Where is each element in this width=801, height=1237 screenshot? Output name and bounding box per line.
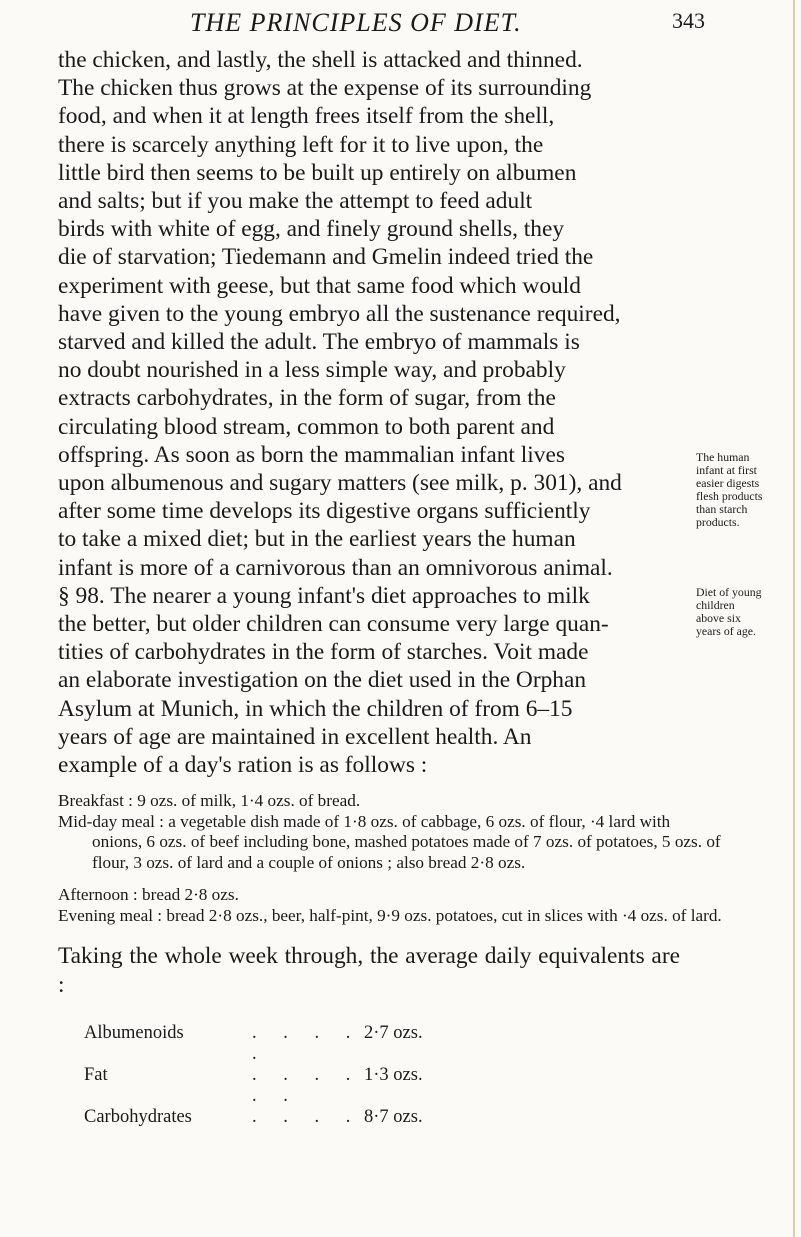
text-line: the better, but older children can consume very large quan- <box>58 611 609 638</box>
text-line: years of age are maintained in excellent health. An <box>58 723 532 750</box>
ration-breakfast: Breakfast : 9 ozs. of milk, 1·4 ozs. of bread. <box>58 791 361 811</box>
ration-midday: Mid-day meal : a vegetable dish made of 1·8 ozs. of cabbage, 6 ozs. of flour, ·4 lard with onions, 6 ozs. of beef including bone, mashed potatoes made of 7 ozs. of potatoes, 5 ozs. of flour, 3 ozs. of lard and a couple of onions ; also bread 2·8 ozs. <box>58 811 721 872</box>
margin-note-line: easier digests <box>696 475 760 490</box>
text-line: the chicken, and lastly, the shell is attacked and thinned. <box>58 47 583 73</box>
equivalent-value: 2·7 ozs. <box>364 1022 423 1043</box>
ration-afternoon: Afternoon : bread 2·8 ozs. <box>58 885 239 905</box>
daily-equivalents-table <box>84 1023 780 1128</box>
text-line: infant is more of a carnivorous than an omnivorous animal. <box>58 554 613 581</box>
text-line: no doubt nourished in a less simple way, and probably <box>58 357 566 384</box>
text-line: tities of carbohydrates in the form of starches. Voit made <box>58 639 589 666</box>
margin-note-line: years of age. <box>696 623 756 638</box>
equivalent-row-albumenoids <box>84 1023 780 1065</box>
text-line: extracts carbohydrates, in the form of sugar, from the <box>58 385 556 412</box>
text-line: circulating blood stream, common to both parent and <box>58 413 555 440</box>
margin-note-line: than starch <box>696 501 748 516</box>
equivalent-label: Carbohydrates <box>84 1106 192 1127</box>
page-number: 343 <box>672 8 705 33</box>
text-line: experiment with geese, but that same food which would <box>58 272 581 299</box>
text-line: Asylum at Munich, in which the children of from 6–15 <box>58 695 573 722</box>
text-line: and salts; but if you make the attempt to feed adult <box>58 188 533 215</box>
text-line: starved and killed the adult. The embryo of mammals is <box>58 329 580 356</box>
text-line: after some time develops its digestive organs sufficiently <box>58 498 591 525</box>
line-text: § 98. The nearer a young infant's diet approaches to milk <box>58 582 590 609</box>
equivalent-value: 8·7 ozs. <box>364 1106 423 1127</box>
ration-evening: Evening meal : bread 2·8 ozs., beer, half-pint, 9·9 ozs. potatoes, cut in slices with ·4 ozs. of lard. <box>58 905 722 925</box>
leader-dots: . . . . . <box>252 1022 362 1064</box>
opening-paragraph <box>58 46 763 779</box>
margin-note-line: products. <box>696 514 740 529</box>
text-line: The chicken thus grows at the expense of its surrounding <box>58 75 592 102</box>
text-line: an elaborate investigation on the diet used in the Orphan <box>58 667 587 694</box>
text-line: birds with white of egg, and finely ground shells, they <box>58 216 565 243</box>
page-header <box>0 6 801 46</box>
leader-dots: . . . . <box>252 1106 362 1127</box>
margin-note-line: infant at first <box>696 462 757 477</box>
text-line: die of starvation; Tiedemann and Gmelin indeed tried the <box>58 244 594 271</box>
line-text: offspring. As soon as born the mammalian infant lives <box>58 441 565 468</box>
margin-note-children <box>696 586 788 638</box>
margin-note-line: The human <box>696 449 750 464</box>
text-line: food, and when it at length frees itself from the shell, <box>58 103 555 130</box>
text-line: to take a mixed diet; but in the earliest years the human <box>58 526 576 553</box>
text-line: example of a day's ration is as follows : <box>58 752 428 779</box>
margin-note-line: above six <box>696 610 741 625</box>
page-edge-line <box>793 0 795 1237</box>
running-title: THE PRINCIPLES OF DIET. <box>190 8 522 37</box>
text-line: have given to the young embryo all the sustenance required, <box>58 300 621 327</box>
text-line: there is scarcely anything left for it to live upon, the <box>58 131 544 158</box>
weekly-average-intro: Taking the whole week through, the average daily equivalents are : <box>58 943 680 998</box>
margin-note-line: flesh products <box>696 488 763 503</box>
equivalent-row-carbohydrates <box>84 1107 780 1128</box>
margin-note-line: children <box>696 597 735 612</box>
leader-dots: . . . . . . <box>252 1064 362 1106</box>
daily-ration-list <box>58 791 723 926</box>
margin-note-line: Diet of young <box>696 584 762 599</box>
equivalent-label: Albumenoids <box>84 1022 184 1043</box>
text-line: upon albumenous and sugary matters (see milk, p. 301), and <box>58 470 622 497</box>
main-text <box>58 46 780 1128</box>
equivalent-value: 1·3 ozs. <box>364 1064 423 1085</box>
text-line: little bird then seems to be built up entirely on albumen <box>58 159 577 186</box>
equivalent-label: Fat <box>84 1064 108 1085</box>
margin-note-infant <box>696 451 788 529</box>
equivalent-row-fat <box>84 1065 780 1107</box>
